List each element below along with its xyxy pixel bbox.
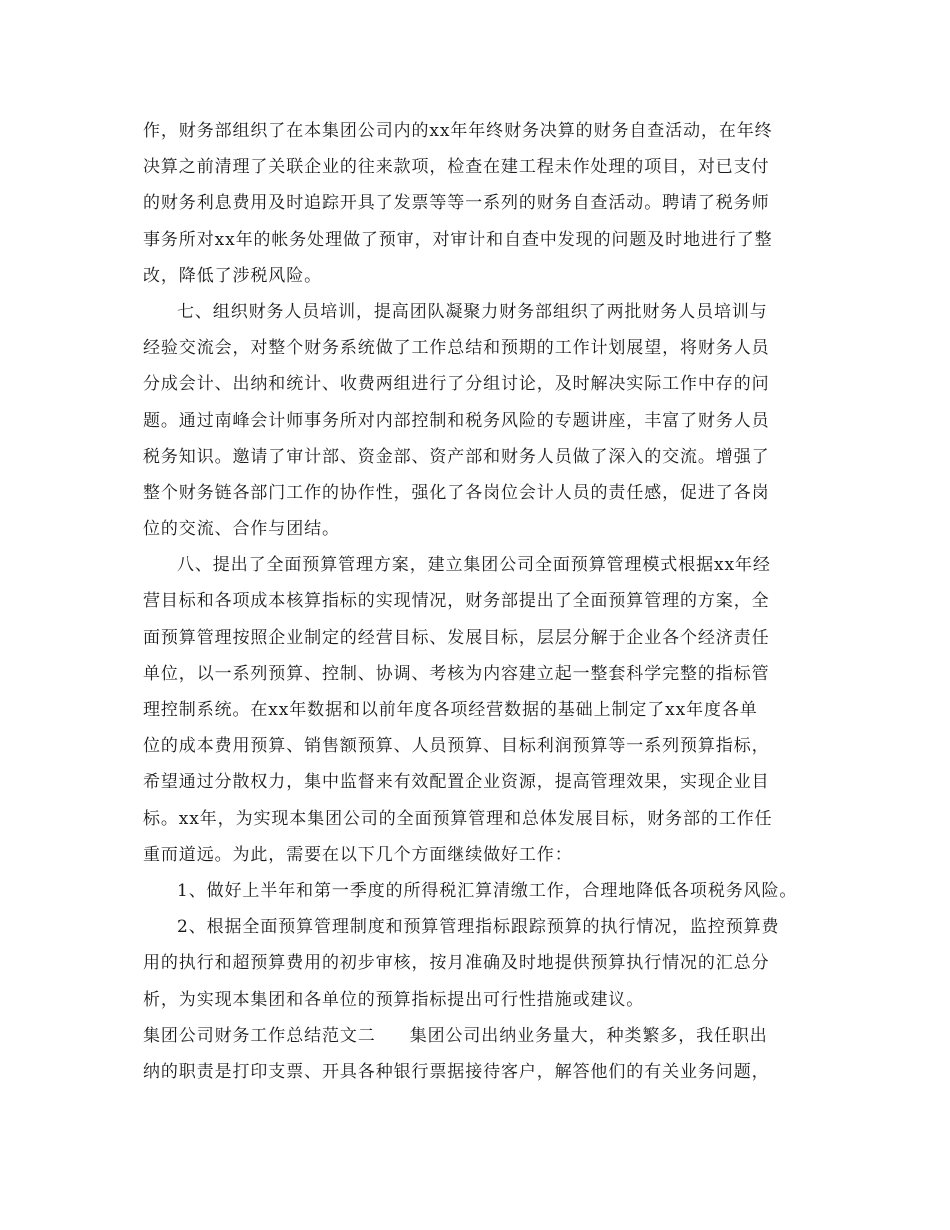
text-line: 的财务利息费用及时追踪开具了发票等等一系列的财务自查活动。聘请了税务师 [143,193,770,214]
text-line: 税务知识。邀请了审计部、资金部、资产部和财务人员做了深入的交流。增强了 [143,446,770,467]
text-line: 题。通过南峰会计师事务所对内部控制和税务风险的专题讲座，丰富了财务人员 [143,410,770,431]
text-line: 纳的职责是打印支票、开具各种银行票据接待客户，解答他们的有关业务问题， [143,1061,770,1082]
paragraph-start-line: 2、根据全面预算管理制度和预算管理指标跟踪预算的执行情况，监控预算费 [177,917,780,938]
text-line: 单位，以一系列预算、控制、协调、考核为内容建立起一整套科学完整的指标管 [143,663,770,684]
text-line: 整个财务链各部门工作的协作性，强化了各岗位会计人员的责任感，促进了各岗 [143,482,770,503]
section-title-line [143,1018,823,1054]
text-line: 标。xx年，为实现本集团公司的全面预算管理和总体发展目标，财务部的工作任 [143,808,773,829]
text-line: 析，为实现本集团和各单位的预算指标提出可行性措施或建议。 [143,989,645,1010]
text-line: 位的交流、合作与团结。 [143,519,340,540]
document-body [143,113,823,1090]
text-line: 用的执行和超预算费用的初步审核，按月准确及时地提供预算执行情况的汇总分 [143,953,770,974]
text-line: 营目标和各项成本核算指标的实现情况，财务部提出了全面预算管理的方案，全 [143,591,770,612]
text-line: 希望通过分散权力，集中监督来有效配置企业资源，提高管理效果，实现企业目 [143,772,770,793]
text-line: 重而道远。为此，需要在以下几个方面继续做好工作： [143,844,573,865]
paragraph-start-line: 八、提出了全面预算管理方案，建立集团公司全面预算管理模式根据xx年经 [177,555,771,576]
text-line: 分成会计、出纳和统计、收费两组进行了分组讨论，及时解决实际工作中存的问 [143,374,770,395]
text-line: 经验交流会，对整个财务系统做了工作总结和预期的工作计划展望，将财务人员 [143,338,770,359]
section-opening-text: 集团公司出纳业务量大，种类繁多，我任职出 [409,1025,768,1046]
paragraph-start-line: 1、做好上半年和第一季度的所得税汇算清缴工作，合理地降低各项税务风险。 [177,880,798,901]
text-line: 决算之前清理了关联企业的往来款项，检查在建工程未作处理的项目，对已支付 [143,157,770,178]
text-line: 理控制系统。在xx年数据和以前年度各项经营数据的基础上制定了xx年度各单 [143,700,758,720]
text-line: 改，降低了涉税风险。 [143,265,322,286]
text-line: 事务所对xx年的帐务处理做了预审，对审计和自查中发现的问题及时地进行了整 [143,229,773,250]
text-line: 作，财务部组织了在本集团公司内的xx年年终财务决算的财务自查活动，在年终 [143,121,773,141]
paragraph-start-line: 七、组织财务人员培训，提高团队凝聚力财务部组织了两批财务人员培训与 [177,301,768,322]
text-line: 面预算管理按照企业制定的经营目标、发展目标，层层分解于企业各个经济责任 [143,627,770,648]
section-title: 集团公司财务工作总结范文二 [143,1025,376,1046]
text-line: 位的成本费用预算、销售额预算、人员预算、目标利润预算等一系列预算指标， [143,736,770,757]
